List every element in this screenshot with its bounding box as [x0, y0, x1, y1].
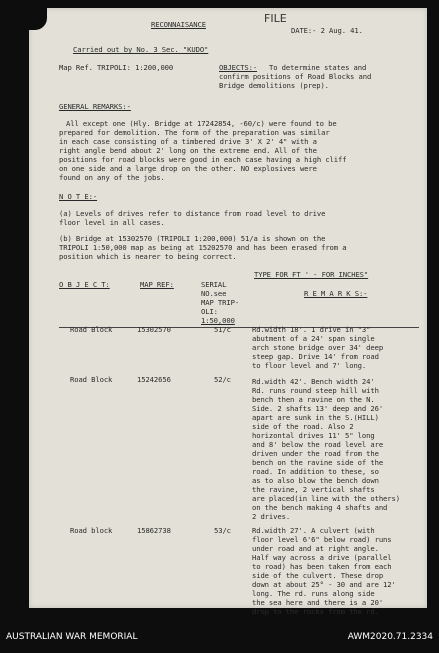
row-remark-line: horizontal drives 11' 5" long	[252, 431, 375, 440]
row-object: Road Block	[70, 375, 113, 384]
note-b-line: position which is nearer to being correct.	[59, 252, 237, 261]
general-line: in each case consisting of a timbered drive 3' X 2' 4" with a	[59, 137, 317, 146]
row-remark-line: steep gap. Drive 14' from road	[252, 352, 379, 361]
column-header-serial: MAP TRIP-	[201, 298, 240, 307]
row-remark-line: as to also blow the bench down	[252, 476, 379, 485]
row-object: Road block	[70, 526, 113, 535]
row-remark-line: bench on the ravine side of the	[252, 458, 384, 467]
row-remark-line: down at about 25° - 30 and are 12'	[252, 580, 396, 589]
row-serial: 52/c	[214, 375, 231, 384]
row-remark-line: Rd.width 27'. A culvert (with	[252, 526, 375, 535]
row-remark-line: on the bench making 4 shafts and	[252, 503, 388, 512]
row-remark-line: road. In addition to these, so	[252, 467, 379, 476]
row-remark-line: 2 drives.	[252, 512, 291, 521]
type-note: TYPE FOR FT ' - FOR INCHES"	[254, 270, 369, 279]
row-remark-line: and 8' below the road level are	[252, 440, 384, 449]
row-remark-line: side of the culvert. These drop	[252, 571, 384, 580]
note-a-line: (a) Levels of drives refer to distance from road level to drive	[59, 209, 326, 218]
carried-out-line: Carried out by No. 3 Sec. "KUDO"	[73, 45, 209, 54]
general-line: prepared for demolition. The form of the preparation was similar	[59, 128, 330, 137]
row-map-ref: 15862738	[137, 526, 171, 535]
row-remark-line: abutment of a 24' span single	[252, 334, 375, 343]
column-header-serial: SERIAL	[201, 280, 227, 289]
row-remark-line: Half way across a drive (parallel	[252, 553, 392, 562]
row-remark-line: Side. 2 shafts 13' deep and 26'	[252, 404, 384, 413]
column-header-serial: NO.see	[201, 289, 227, 298]
document-page	[29, 8, 427, 616]
row-remark-line: driven under the road from the	[252, 449, 379, 458]
general-remarks-heading: GENERAL REMARKS:-	[59, 102, 131, 111]
row-map-ref: 15242656	[137, 375, 171, 384]
row-remark-line: under road and at right angle.	[252, 544, 379, 553]
column-header-remarks: R E M A R K S:-	[304, 289, 368, 298]
footer-source: AUSTRALIAN WAR MEMORIAL	[6, 632, 138, 642]
general-line: positions for road blocks were good in each case having a high cliff	[59, 155, 347, 164]
row-remark-line: long. The rd. runs along side	[252, 589, 375, 598]
column-header-object: O B J E C T:	[59, 280, 110, 289]
row-remark-line: side of the road. Also 2	[252, 422, 354, 431]
row-map-ref: 15302570	[137, 325, 171, 334]
row-remark-line: the ravine, 2 vertical shafts	[252, 485, 375, 494]
row-remark-line: to floor level and 7' long.	[252, 361, 367, 370]
note-b-line: (b) Bridge at 15302570 (TRIPOLI 1:200,000) 51/a is shown on the	[59, 234, 326, 243]
objects-label: OBJECTS:-	[219, 63, 258, 72]
row-serial: 53/c	[214, 526, 231, 535]
note-b-line: TRIPOLI 1:50,000 map as being at 15202570 and has been erased from a	[59, 243, 347, 252]
general-line: found on any of the jobs.	[59, 173, 165, 182]
punch-hole	[29, 8, 47, 30]
row-remark-line: the sea here and there is a 20'	[252, 598, 384, 607]
column-header-serial: OLI:	[201, 307, 218, 316]
row-remark-line: Rd.width 42'. Bench width 24'	[252, 377, 375, 386]
row-remark-line: are placed(in line with the others)	[252, 494, 400, 503]
row-serial: 51/c	[214, 325, 231, 334]
objects-text-2: confirm positions of Road Blocks and	[219, 72, 372, 81]
column-header-map-ref: MAP REF:	[140, 280, 174, 289]
row-remark-line: apart are sunk in the S.(HILL)	[252, 413, 379, 422]
column-header-serial: 1:50,000	[201, 316, 235, 325]
row-remark-line: floor level 6'6" below road) runs	[252, 535, 392, 544]
row-remark-line: Rd. runs round steep hill with	[252, 386, 379, 395]
note-a-line: floor level in all cases.	[59, 218, 165, 227]
general-line: All except one (Hly. Bridge at 17242854, -60/c) were found to be	[66, 119, 337, 128]
footer-accession-id: AWM2020.71.2334	[347, 632, 433, 642]
map-ref-line: Map Ref. TRIPOLI: 1:200,000	[59, 63, 174, 72]
row-remark-line: drop to the rocks from the rd.	[252, 607, 379, 616]
footer-bar	[0, 623, 439, 653]
objects-text-1: To determine states and	[269, 63, 367, 72]
date-line: DATE:- 2 Aug. 41.	[291, 26, 363, 35]
row-remark-line: bench then a ravine on the N.	[252, 395, 375, 404]
general-line: on one side and a large drop on the other. NO explosives were	[59, 164, 317, 173]
document-title: RECONNAISANCE	[151, 20, 206, 29]
general-line: right angle bend about 2' long on the extreme end. All of the	[59, 146, 317, 155]
row-object: Road Block	[70, 325, 113, 334]
note-heading: N O T E:-	[59, 192, 98, 201]
row-remark-line: to road) has been taken from each	[252, 562, 392, 571]
row-remark-line: arch stone bridge over 34' deep	[252, 343, 384, 352]
file-handwritten-note: FILE	[264, 12, 287, 25]
objects-text-3: Bridge demolitions (prep).	[219, 81, 329, 90]
row-remark-line: Rd.width 18'. 1 drive in "3"	[252, 325, 371, 334]
